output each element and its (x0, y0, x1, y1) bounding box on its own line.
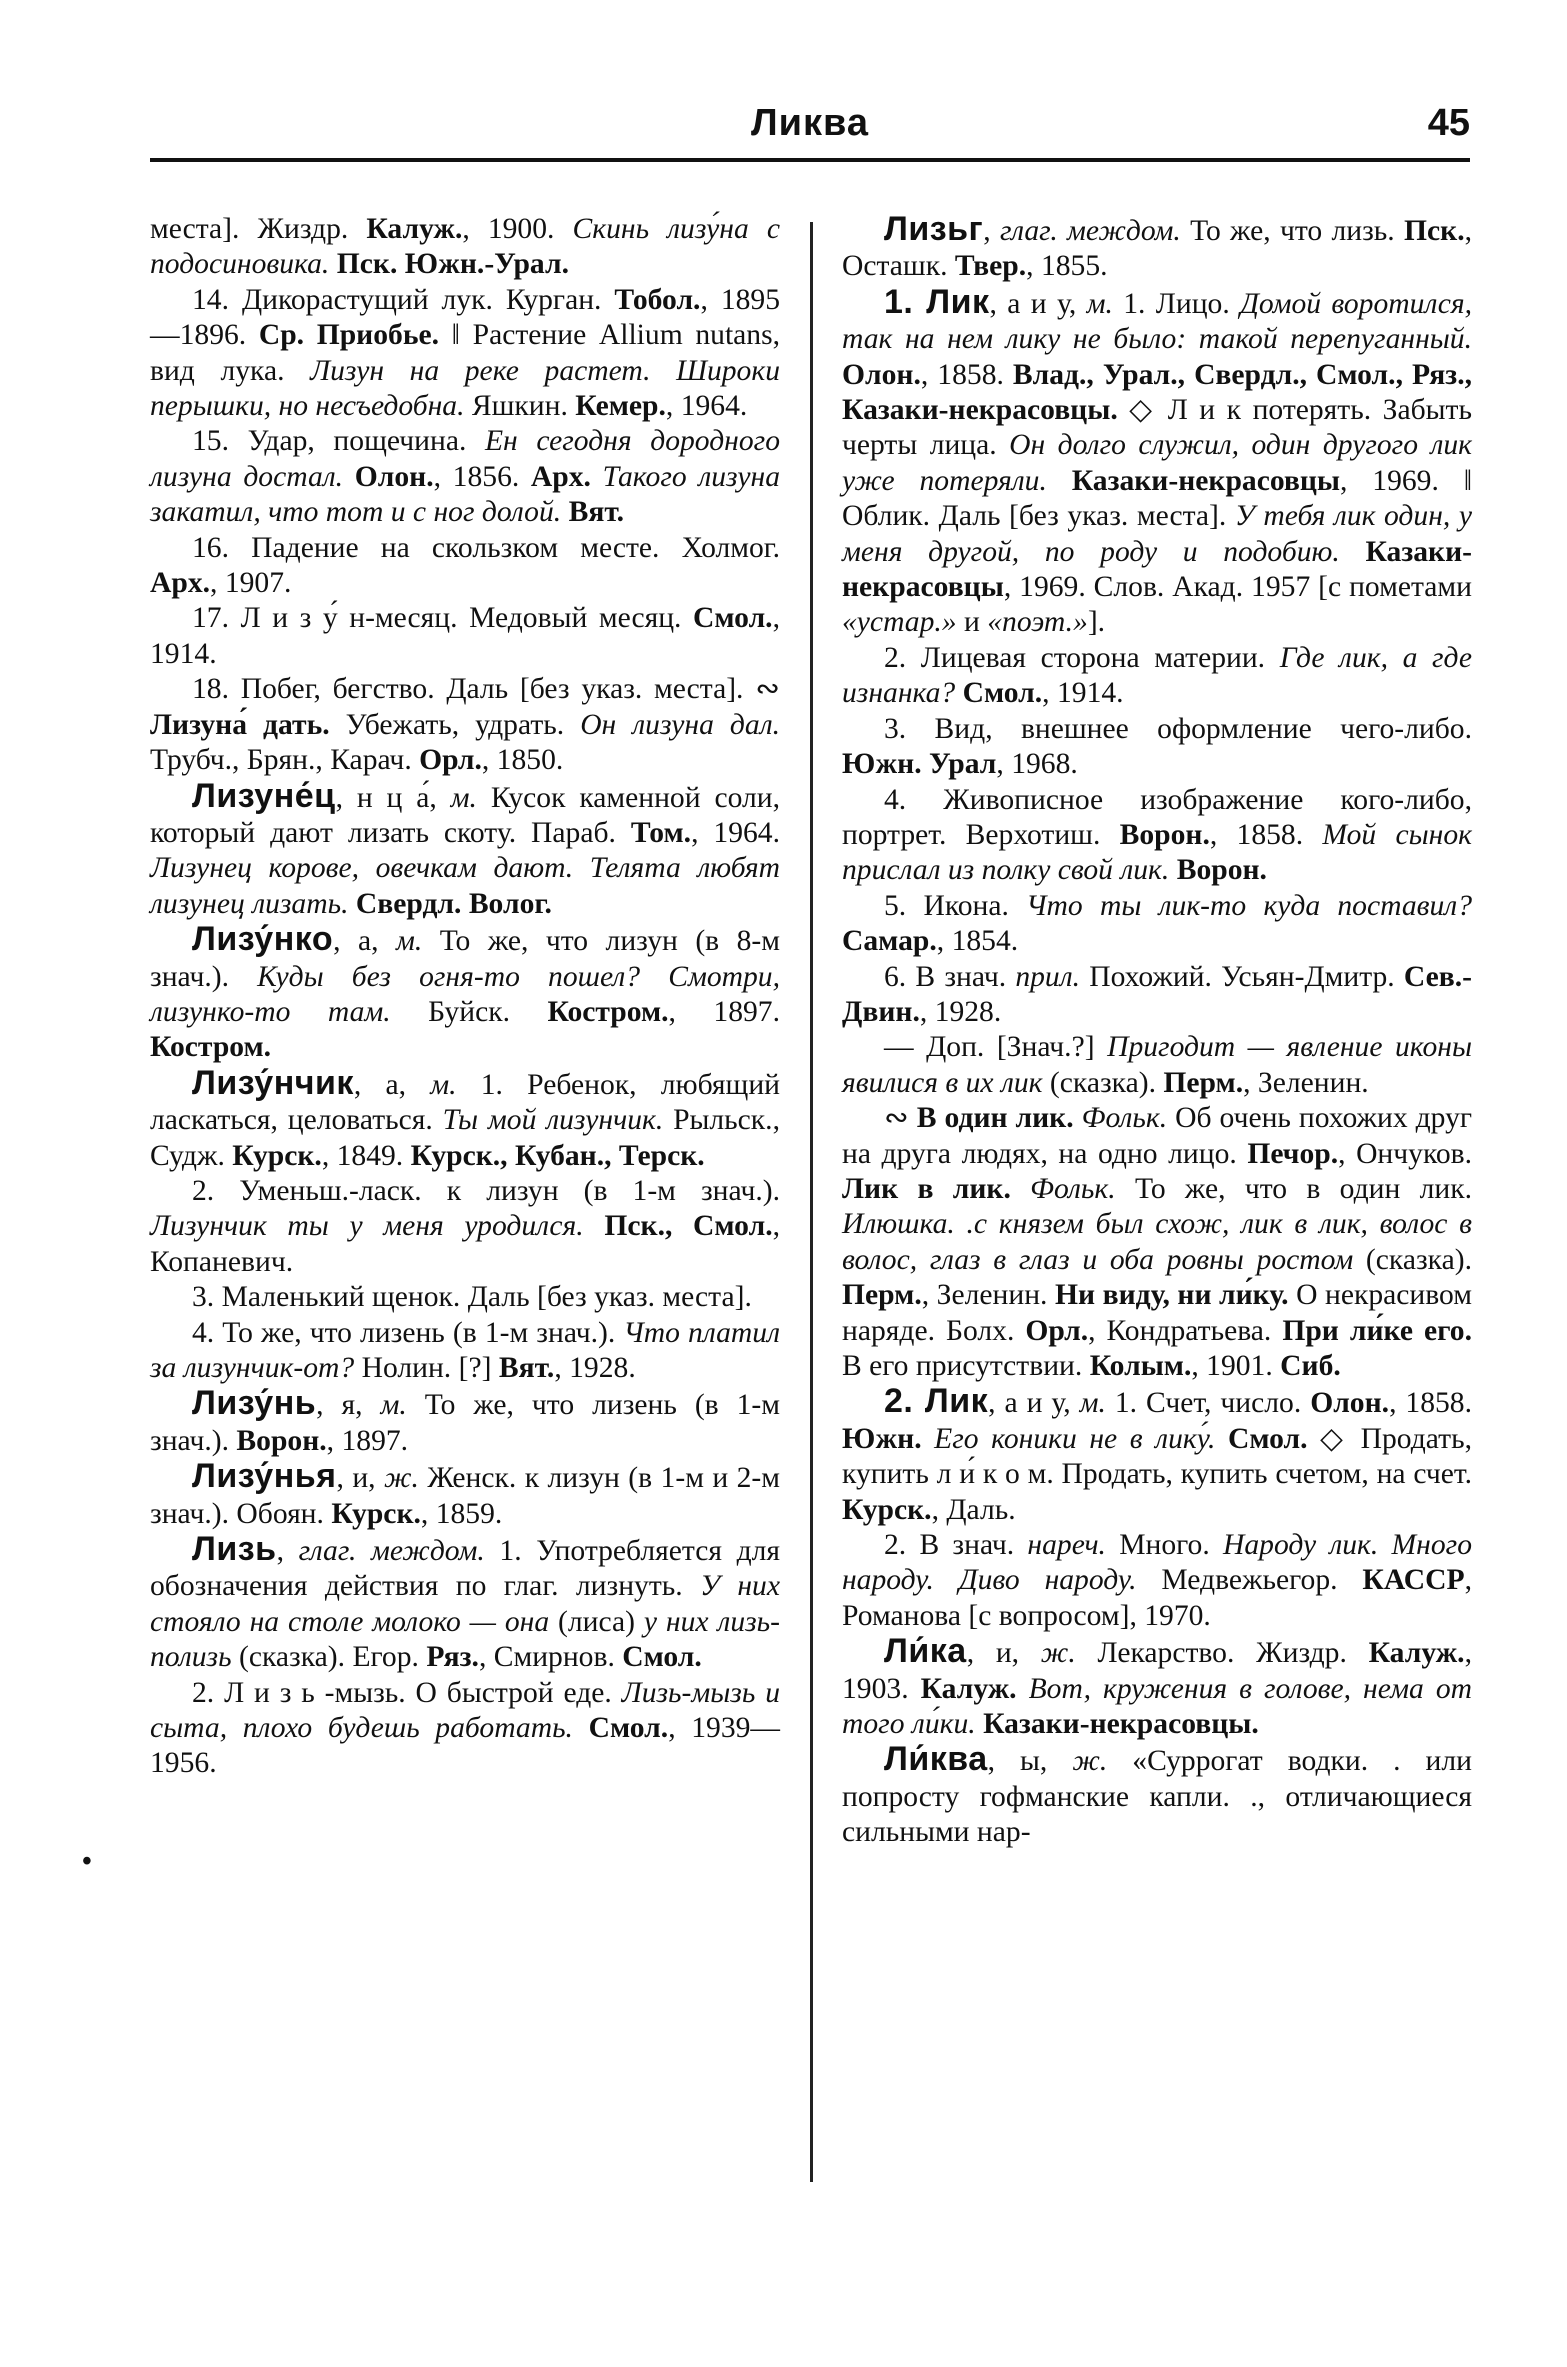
sense-2: 2. Уменьш.-ласк. к лизун (в 1-м знач.). Лизунчик ты у меня уродился. Пск., Смол., Копаневич. (150, 1174, 780, 1278)
page-number: 45 (1427, 102, 1470, 144)
sense-14: 14. Дикорастущий лук. Курган. Тобол., 1895—1896. Ср. Приобье. ‖ Растение Allium nutans, вид лука. Лизун на реке растет. Широки перышки, но несъедобна. Яшкин. Кемер., 1964. (150, 283, 781, 423)
sense-6: 6. В знач. прил. Похожий. Усьян-Дмитр. Сев.-Двин., 1928. (842, 960, 1472, 1028)
sense-2-liz-myz: 2. Л и з ь -мызь. О быстрой еде. Лизь-мызь и сыта, плохо будешь работать. Смол., 1939—1956. (150, 1676, 781, 1780)
sense-16: 16. Падение на скользком месте. Холмог. Арх., 1907. (150, 531, 780, 600)
headword: Ли́ка (884, 1632, 967, 1671)
headword: Лизу́нь (192, 1384, 317, 1423)
sense-18: 18. Побег, бегство. Даль [без указ. места]. ∾ Лизуна́ дать. Убежать, удрать. Он лизуна дал. Трубч., Брян., Карач. Орл., 1850. (150, 673, 780, 777)
headword: Лизьг (884, 210, 984, 248)
headword: Лизь (192, 1530, 277, 1569)
column-divider (810, 222, 813, 2182)
margin-dot: • (82, 1846, 92, 1877)
sense-4: 4. Живописное изображение кого-либо, портрет. Верхотиш. Ворон., 1858. Мой сынок прислал из полку свой лик. Ворон. (842, 783, 1473, 887)
phrases: ∾ В один лик. Фольк. Об очень похожих друг на друга людях, на одно лицо. Печор., Ончуков. Лик в лик. Фольк. То же, что в один лик. Илюшка. .с князем был схож, лик в лик, волос в волос, глаз в глаз и оба ровны ростом (сказка). Перм., Зеленин. Ни виду, ни ли́ку. О некрасивом наряде. Болх. Орл., Кондратьева. При ли́ке его. В его присутствии. Колым., 1901. Сиб. (842, 1102, 1473, 1382)
entry-liz: Лизь, глаг. междом. 1. Употребляется для обозначения действия по глаг. лизнуть. У них стояло на столе молоко — она (лиса) у них лизь-полизь (сказка). Егор. Ряз., Смирнов. Смол. (150, 1530, 781, 1674)
sense-supplement: — Доп. [Знач.?] Пригодит — явление иконы явилися в их лик (сказка). Перм., Зеленин. (842, 1031, 1472, 1099)
headword: Лизуне́ц (192, 776, 336, 815)
sense-3: 3. Вид, внешнее оформление чего-либо. Южн. Урал, 1968. (842, 712, 1472, 781)
entry-lizunchik: Лизу́нчик, а, м. 1. Ребенок, любящий ласкаться, целоваться. Ты мой лизунчик. Рыльск., Судж. Курск., 1849. Курск., Кубан., Терск. (150, 1063, 781, 1172)
sense-17: 17. Л и з у́ н-месяц. Медовый месяц. Смол., 1914. (150, 602, 780, 670)
sense-15: 15. Удар, пощечина. Ен сегодня дородного лизуна достал. Олон., 1856. Арх. Такого лизуна закатил, что тот и с ног долой. Вят. (150, 425, 780, 529)
headword: Лизу́нко (192, 920, 334, 959)
sense-2: 2. Лицевая сторона материи. Где лик, а где изнанка? Смол., 1914. (842, 641, 1473, 710)
sense-2-adv: 2. В знач. нареч. Много. Народу лик. Много народу. Диво народу. Медвежьегор. КАССР, Романова [с вопросом], 1970. (842, 1529, 1472, 1632)
entry-lizg: Лизьг, глаг. междом. То же, что лизь. Пск., Осташк. Твер., 1855. (842, 210, 1473, 283)
sense-5: 5. Икона. Что ты лик-то куда поставил? Самар., 1854. (842, 889, 1472, 958)
entry-lizun-cont: места]. Жиздр. Калуж., 1900. Скинь лизу́на с подосиновика. Пск. Южн.-Урал. (150, 213, 781, 281)
headword: 1. Лик (884, 282, 990, 321)
sense-4: 4. То же, что лизень (в 1-м знач.). Что платил за лизунчик-от? Нолин. [?] Вят., 1928. (150, 1316, 780, 1384)
headword: Лизу́нчик (192, 1063, 354, 1102)
left-column (150, 212, 780, 1782)
running-head: Ликва (750, 102, 870, 144)
entry-lizunko: Лизу́нко, а, м. То же, что лизун (в 8-м знач.). Куды без огня-то пошел? Смотри, лизунко-то там. Буйск. Костром., 1897. Костром. (150, 920, 780, 1064)
page-header (150, 96, 1470, 162)
headword: Лизу́нья (192, 1457, 337, 1496)
entry-lizunya: Лизу́нья, и, ж. Женск. к лизун (в 1-м и 2-м знач.). Обоян. Курск., 1859. (150, 1457, 781, 1530)
sense-3: 3. Маленький щенок. Даль [без указ. места]. (192, 1281, 752, 1314)
entry-lizun-ya: Лизу́нь, я, м. То же, что лизень (в 1-м знач.). Ворон., 1897. (150, 1384, 780, 1457)
entry-lik-1: 1. Лик, а и у, м. 1. Лицо. Домой воротился, так на нем лику не было: такой перепуганный. Олон., 1858. Влад., Урал., Свердл., Смол., Ряз., Казаки-некрасовцы. ◇ Л и к потерять. Забыть черты лица. Он долго служил, один другого лик уже потеряли. Казаки-некрасовцы, 1969. ‖ Облик. Даль [без указ. места]. У тебя лик один, у меня другой, по роду и подобию. Казаки-некрасовцы, 1969. Слов. Акад. 1957 [с пометами «устар.» и «поэт.»]. (842, 282, 1473, 639)
right-column (842, 212, 1472, 1851)
entry-lika: Ли́ка, и, ж. Лекарство. Жиздр. Калуж., 1903. Калуж. Вот, кружения в голове, нема от того ли́ки. Казаки-некрасовцы. (842, 1632, 1472, 1741)
headword: 2. Лик (884, 1382, 989, 1421)
headword: Ли́ква (884, 1740, 988, 1779)
entry-lizunets: Лизуне́ц, н ц а́, м. Кусок каменной соли, который дают лизать скоту. Параб. Том., 1964. Лизунец корове, овечкам дают. Телята любят лизунец лизать. Свердл. Волог. (150, 776, 781, 920)
entry-lik-2: 2. Лик, а и у, м. 1. Счет, число. Олон., 1858. Южн. Его коники не в лику́. Смол. ◇ Продать, купить л и́ к о м. Продать, купить счетом, на счет. Курск., Даль. (842, 1382, 1473, 1526)
entry-likva: Ли́ква, ы, ж. «Суррогат водки. . или попросту гофманские капли. ., отличающиеся сильными нар- (842, 1740, 1473, 1849)
